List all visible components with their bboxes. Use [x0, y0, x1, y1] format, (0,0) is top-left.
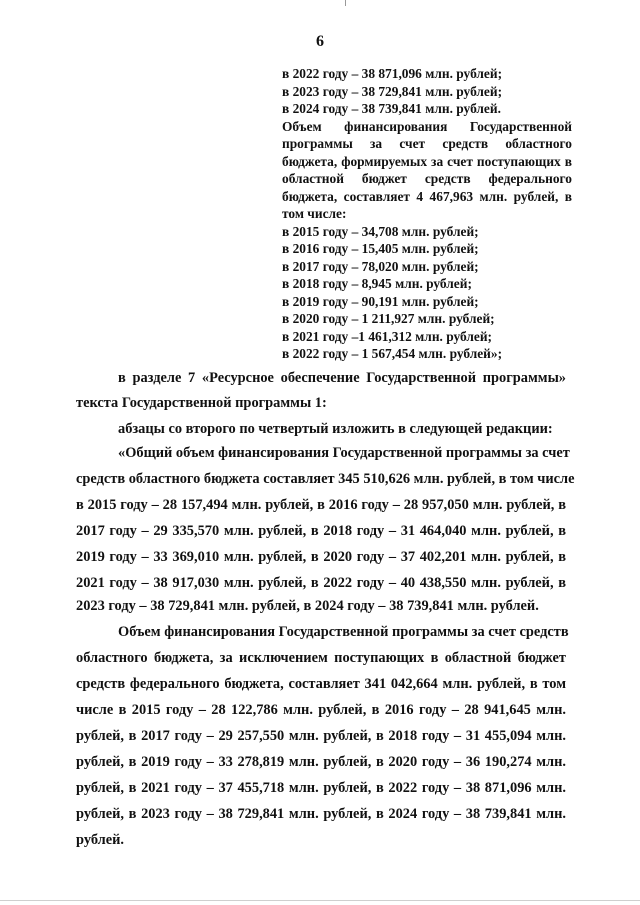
cell-line: в 2018 году – 8,945 млн. рублей; [282, 276, 472, 291]
cell-line: в 2017 году – 78,020 млн. рублей; [282, 258, 479, 274]
page-number: 6 [316, 33, 324, 50]
body-line: рублей. [76, 832, 125, 848]
body-line: абзацы со второго по четвертый изложить в следующей редакции: [118, 421, 553, 437]
cell-line: в 2020 году – 1 211,927 млн. рублей; [282, 311, 495, 326]
body-line: «Общий объем финансирования Государственной программы за счет [118, 445, 570, 461]
body-line: рублей, в 2023 году – 38 729,841 млн. рублей, в 2024 году – 38 739,841 млн. [76, 806, 566, 822]
body-line: областного бюджета, за исключением поступающих в областной бюджет [76, 650, 566, 666]
body-line: текста Государственной программы 1: [76, 395, 327, 411]
cell-paragraph: Объем финансирования Государственной программы за счет средств областного бюджета, формируемых за счет поступающих в областной бюджет средств федерального бюджета, составляет 4 467,963 млн. рублей, в том числе: [282, 118, 572, 221]
body-line: в 2015 году – 28 157,494 млн. рублей, в 2016 году – 28 957,050 млн. рублей, в [76, 497, 566, 513]
body-line: 2019 году – 33 369,010 млн. рублей, в 2020 году – 37 402,201 млн. рублей, в [76, 549, 566, 565]
body-line: 2017 году – 29 335,570 млн. рублей, в 2018 году – 31 464,040 млн. рублей, в [76, 523, 566, 539]
cell-line: в 2022 году – 1 567,454 млн. рублей»; [282, 346, 503, 361]
scan-artifact [345, 0, 346, 6]
body-line: числе в 2015 году – 28 122,786 млн. рублей, в 2016 году – 28 941,645 млн. [76, 702, 566, 718]
cell-line: в 2019 году – 90,191 млн. рублей; [282, 293, 479, 309]
cell-line: в 2015 году – 34,708 млн. рублей; [282, 223, 479, 239]
body-line: 2021 году – 38 917,030 млн. рублей, в 2022 году – 40 438,550 млн. рублей, в [76, 575, 566, 591]
body-line: средств областного бюджета составляет 345 510,626 млн. рублей, в том числе [76, 471, 575, 487]
body-line: рублей, в 2017 году – 29 257,550 млн. рублей, в 2018 году – 31 455,094 млн. [76, 728, 566, 744]
cell-line: в 2022 году – 38 871,096 млн. рублей; [282, 66, 503, 81]
page-bottom-edge [0, 900, 640, 901]
body-line: средств федерального бюджета, составляет 341 042,664 млн. рублей, в том [76, 676, 566, 692]
cell-line: в 2021 году –1 461,312 млн. рублей; [282, 328, 493, 344]
body-line: 2023 году – 38 729,841 млн. рублей, в 2024 году – 38 739,841 млн. рублей. [76, 598, 539, 614]
table-cell-excerpt [282, 65, 572, 363]
body-line: рублей, в 2021 году – 37 455,718 млн. рублей, в 2022 году – 38 871,096 млн. [76, 780, 566, 796]
cell-line: в 2016 году – 15,405 млн. рублей; [282, 241, 479, 256]
body-line: рублей, в 2019 году – 33 278,819 млн. рублей, в 2020 году – 36 190,274 млн. [76, 754, 566, 770]
cell-line: в 2023 году – 38 729,841 млн. рублей; [282, 83, 503, 99]
body-line: Объем финансирования Государственной программы за счет средств [118, 624, 569, 640]
cell-line: в 2024 году – 38 739,841 млн. рублей. [282, 101, 501, 116]
body-line: в разделе 7 «Ресурсное обеспечение Государственной программы» [118, 370, 566, 386]
